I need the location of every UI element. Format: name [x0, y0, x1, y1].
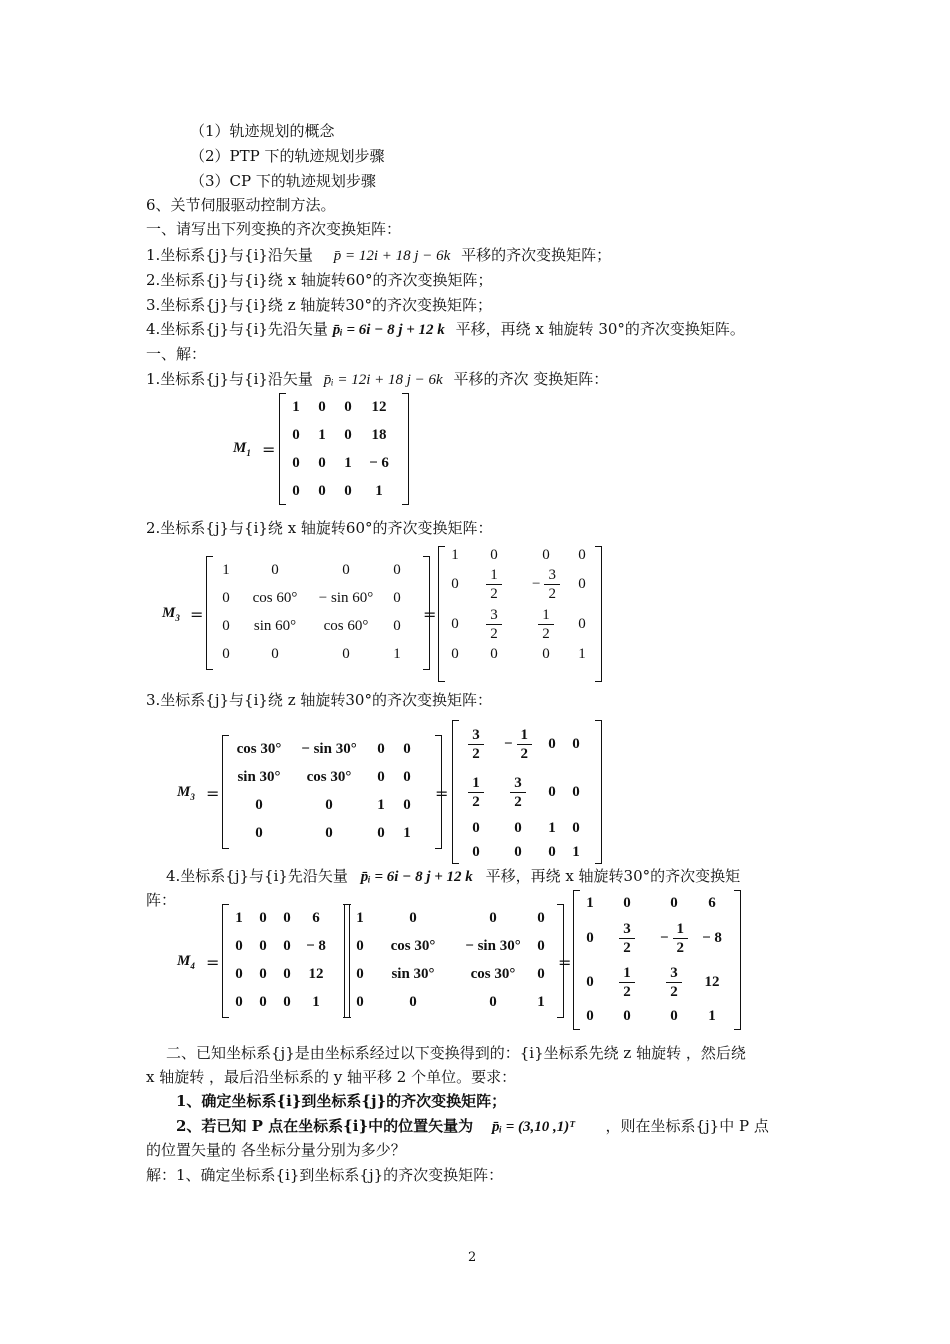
q2-r2-vector: p̄ᵢ = (3,10 ,1)ᵀ [491, 1119, 575, 1135]
m1-cell: 0 [292, 454, 300, 471]
a1-s1-tail: 平移的齐次 变换矩阵： [453, 370, 609, 388]
m3r-frac-cos30 [468, 726, 484, 763]
matrix-m3-result [452, 720, 602, 864]
m4a-cell: 0 [283, 909, 291, 926]
m4a-cell: 1 [235, 909, 243, 926]
m2r-cell: 0 [542, 645, 550, 662]
q1-s1-tail: 平移的齐次变换矩阵； [461, 246, 612, 264]
fraction-denominator: 2 [542, 625, 550, 642]
m1-cell: 0 [292, 426, 300, 443]
m1-cell: 0 [318, 482, 326, 499]
matrix-m4-translation [222, 904, 350, 1018]
a1-statement-2: 2.坐标系{j}与{i}绕 x 轴旋转60°的齐次变换矩阵： [146, 519, 493, 537]
m2r-cell: 0 [578, 615, 586, 632]
m3-cell: − sin 30° [301, 740, 357, 757]
m4a-cell: 0 [283, 965, 291, 982]
fraction-numerator: 3 [544, 566, 560, 585]
fraction-denominator: 2 [490, 585, 498, 602]
m3-cell: 0 [255, 796, 263, 813]
m4-equals: = [206, 953, 220, 972]
q2-paragraph-1b: x 轴旋转 ，最后沿坐标系的 y 轴平移 2 个单位。要求： [146, 1068, 517, 1086]
m2r-cell: 0 [490, 645, 498, 662]
m2-cell: − sin 60° [318, 589, 374, 606]
matrix-m2 [206, 556, 430, 670]
m1-cell: 0 [318, 398, 326, 415]
q1-s1-text: 1.坐标系{j}与{i}沿矢量 [146, 246, 313, 264]
m2r-cell: 0 [451, 575, 459, 592]
m1-cell: − 6 [369, 454, 389, 471]
m4r-cell: 12 [704, 973, 720, 990]
minus-sign: − [659, 929, 669, 946]
q1-s4-text: 4.坐标系{j}与{i}先沿矢量 [146, 320, 328, 338]
fraction-numerator: 1 [517, 726, 533, 745]
toc-item-2: （2）PTP 下的轨迹规划步骤 [190, 147, 385, 165]
m2-cell: 1 [393, 645, 401, 662]
fraction-numerator: 1 [538, 606, 554, 625]
fraction-denominator: 2 [490, 625, 498, 642]
m4b-cell: 0 [489, 993, 497, 1010]
m4b-cell: 0 [409, 993, 417, 1010]
q2-solution: 解：1、确定坐标系{i}到坐标系{j}的齐次变换矩阵： [146, 1166, 504, 1184]
m4r-frac-cos30 [619, 920, 635, 957]
a1-statement-4 [166, 866, 740, 887]
fraction-numerator: 1 [468, 774, 484, 793]
matrix-m4-result [573, 890, 741, 1030]
a1-heading: 一、解： [146, 345, 207, 363]
q2-paragraph-1: 二、已知坐标系{j}是由坐标系经过以下变换得到的：{i}坐标系先绕 z 轴旋转 ，然后绕 [166, 1044, 746, 1062]
m4a-cell: 0 [259, 937, 267, 954]
m4a-cell: 12 [308, 965, 324, 982]
m4b-cell: 0 [409, 909, 417, 926]
m4a-cell: 0 [259, 993, 267, 1010]
m3-label: $M_3$ [177, 784, 195, 802]
m2r-cell: 0 [451, 645, 459, 662]
m2-cell: 0 [222, 589, 230, 606]
m3r-cell: 0 [548, 843, 556, 860]
m4b-cell: 0 [537, 909, 545, 926]
m2-equals-2: = [423, 605, 437, 624]
a1-s4-vector: p̄ᵢ = 6i − 8 j + 12 k [360, 869, 473, 885]
q1-heading: 一、请写出下列变换的齐次变换矩阵： [146, 220, 402, 238]
m3-cell: 1 [403, 824, 411, 841]
fraction-denominator: 2 [514, 793, 522, 810]
toc-item-1: （1）轨迹规划的概念 [190, 122, 335, 140]
a1-s1-text: 1.坐标系{j}与{i}沿矢量 [146, 370, 313, 388]
m4r-frac-cos30b [666, 964, 682, 1001]
m2-cell: 0 [393, 561, 401, 578]
fraction-denominator: 2 [472, 745, 480, 762]
m2-cell: 0 [222, 617, 230, 634]
m4a-cell: 0 [235, 965, 243, 982]
m1-cell: 1 [292, 398, 300, 415]
m4a-cell: 1 [312, 993, 320, 1010]
fraction-numerator: 1 [486, 566, 502, 585]
m1-label: $M_1$ [233, 440, 251, 458]
m3-cell: 0 [403, 740, 411, 757]
m2-cell: sin 60° [253, 617, 297, 634]
m3-cell: 1 [377, 796, 385, 813]
m4r-cell: 0 [623, 894, 631, 911]
q1-s1-vector: p̄ = 12i + 18 j − 6k [333, 248, 451, 264]
m2r-cell: 0 [578, 575, 586, 592]
a1-statement-4-cont: 阵： [146, 891, 177, 909]
q1-statement-2: 2.坐标系{j}与{i}绕 x 轴旋转60°的齐次变换矩阵； [146, 271, 493, 289]
fraction-denominator: 2 [548, 585, 556, 602]
m1-equals: = [262, 440, 276, 459]
m3-cell: 0 [377, 740, 385, 757]
m1-cell: 12 [371, 398, 387, 415]
fraction-denominator: 2 [623, 939, 631, 956]
q2-requirement-1: 1、确定坐标系{i}到坐标系{j}的齐次变换矩阵； [176, 1092, 507, 1110]
m3-cell: 0 [325, 796, 333, 813]
q1-statement-3: 3.坐标系{j}与{i}绕 z 轴旋转30°的齐次变换矩阵； [146, 296, 492, 314]
fraction-denominator: 2 [472, 793, 480, 810]
m4r-cell: 1 [586, 894, 594, 911]
fraction-denominator: 2 [623, 983, 631, 1000]
m1-cell: 1 [375, 482, 383, 499]
fraction-numerator: 3 [510, 774, 526, 793]
m4a-cell: 0 [259, 909, 267, 926]
m4r-cell: 0 [586, 1007, 594, 1024]
m3r-frac-cos30b [510, 774, 526, 811]
q2-r2-text: 2、若已知 P 点在坐标系{i}中的位置矢量为 [176, 1117, 474, 1135]
m1-cell: 0 [318, 454, 326, 471]
m2-label: $M_3$ [162, 605, 180, 623]
m2-cell: 0 [393, 589, 401, 606]
m1-cell: 1 [318, 426, 326, 443]
q1-s4-tail: 平移，再绕 x 轴旋转 30°的齐次变换矩阵。 [455, 320, 745, 338]
a1-s4-tail: 平移，再绕 x 轴旋转30°的齐次变换矩 [485, 867, 741, 885]
m3-cell: 0 [255, 824, 263, 841]
m2r-cell: 0 [451, 615, 459, 632]
fraction-numerator: 3 [666, 964, 682, 983]
m3r-cell: 0 [572, 735, 580, 752]
m2r-cell: 1 [451, 546, 459, 563]
fraction-numerator: 1 [673, 920, 689, 939]
m3-equals-2: = [435, 784, 449, 803]
m3r-cell: 0 [572, 819, 580, 836]
a1-statement-3: 3.坐标系{j}与{i}绕 z 轴旋转30°的齐次变换矩阵： [146, 691, 492, 709]
fraction-numerator: 3 [468, 726, 484, 745]
m4r-cell: 1 [708, 1007, 716, 1024]
matrix-m1 [279, 393, 409, 505]
m4b-cell: 1 [537, 993, 545, 1010]
m2-cell: 1 [222, 561, 230, 578]
m3-cell: cos 30° [306, 768, 352, 785]
m2r-frac-cos60b [538, 606, 554, 643]
m1-cell: 18 [371, 426, 387, 443]
m3-cell: 0 [403, 796, 411, 813]
m2r-frac-cos60 [486, 566, 502, 603]
matrix-m4-rotation [344, 904, 564, 1018]
m3r-frac-sin30 [468, 774, 484, 811]
page-number: 2 [468, 1250, 477, 1265]
m3r-cell: 0 [572, 783, 580, 800]
fraction-denominator: 2 [520, 745, 529, 762]
m3r-cell: 0 [472, 843, 480, 860]
m1-cell: 1 [344, 454, 352, 471]
m4r-cell: 0 [586, 929, 594, 946]
minus-sign: − [503, 735, 513, 752]
matrix-m2-result [438, 546, 602, 682]
m3r-frac-neg-sin30 [504, 726, 532, 763]
a1-statement-1 [146, 369, 608, 390]
m4a-cell: − 8 [306, 937, 326, 954]
m4b-cell: cos 30° [390, 937, 436, 954]
m2r-cell: 1 [578, 645, 586, 662]
a1-s4-text: 4.坐标系{j}与{i}先沿矢量 [166, 867, 348, 885]
m3r-cell: 0 [548, 735, 556, 752]
m2-cell: 0 [342, 561, 350, 578]
m4b-cell: 0 [356, 937, 364, 954]
toc-item-3: （3）CP 下的轨迹规划步骤 [190, 172, 376, 190]
m3-cell: 0 [403, 768, 411, 785]
m3r-cell: 0 [472, 819, 480, 836]
m4r-cell: − 8 [702, 929, 722, 946]
m4b-cell: 0 [489, 909, 497, 926]
m4b-cell: − sin 30° [465, 937, 521, 954]
m2r-cell: 0 [578, 546, 586, 563]
m4-equals-2: = [558, 953, 572, 972]
m1-cell: 0 [344, 426, 352, 443]
m3-cell: 0 [377, 768, 385, 785]
m4a-cell: 6 [312, 909, 320, 926]
m3r-cell: 0 [514, 819, 522, 836]
q1-statement-1 [146, 245, 611, 266]
m2-cell: 0 [271, 561, 279, 578]
m3-equals: = [206, 784, 220, 803]
m4r-frac-neg-sin30 [660, 920, 688, 957]
m2r-cell: 0 [542, 546, 550, 563]
fraction-denominator: 2 [676, 939, 685, 956]
m2-cell: 0 [222, 645, 230, 662]
m3r-cell: 0 [514, 843, 522, 860]
m2-equals: = [190, 605, 204, 624]
m4b-cell: cos 30° [470, 965, 516, 982]
m4r-cell: 0 [623, 1007, 631, 1024]
m4a-cell: 0 [235, 937, 243, 954]
m3-cell: 0 [325, 824, 333, 841]
m2-cell: 0 [393, 617, 401, 634]
q1-s4-vector: p̄ᵢ = 6i − 8 j + 12 k [332, 322, 445, 338]
m3r-cell: 1 [572, 843, 580, 860]
m2r-frac-neg-sin60 [532, 566, 560, 603]
m2-cell: cos 60° [323, 617, 369, 634]
m4r-cell: 0 [670, 894, 678, 911]
m4b-cell: 0 [356, 965, 364, 982]
m2-cell: cos 60° [252, 589, 298, 606]
m3-cell: cos 30° [236, 740, 282, 757]
fraction-numerator: 3 [486, 606, 502, 625]
m2r-cell: 0 [490, 546, 498, 563]
q2-requirement-2 [176, 1116, 769, 1137]
m3r-cell: 1 [548, 819, 556, 836]
a1-s1-vector: p̄ᵢ = 12i + 18 j − 6k [323, 372, 443, 388]
m3r-cell: 0 [548, 783, 556, 800]
m3-cell: 0 [377, 824, 385, 841]
toc-item-6: 6、关节伺服驱动控制方法。 [146, 196, 336, 214]
m1-cell: 0 [344, 482, 352, 499]
m4r-cell: 0 [670, 1007, 678, 1024]
matrix-m3 [222, 735, 442, 849]
m1-cell: 0 [292, 482, 300, 499]
m2-cell: 0 [271, 645, 279, 662]
m4a-cell: 0 [259, 965, 267, 982]
m4a-cell: 0 [283, 993, 291, 1010]
m4b-cell: 1 [356, 909, 364, 926]
m4b-cell: 0 [356, 993, 364, 1010]
m4r-cell: 0 [586, 973, 594, 990]
fraction-denominator: 2 [670, 983, 678, 1000]
fraction-numerator: 3 [619, 920, 635, 939]
q2-r2-tail: ，则在坐标系{j}中 P 点 [605, 1117, 769, 1135]
m4a-cell: 0 [283, 937, 291, 954]
m4b-cell: sin 30° [391, 965, 435, 982]
m2-cell: 0 [342, 645, 350, 662]
m3-cell: sin 30° [237, 768, 281, 785]
m1-cell: 0 [344, 398, 352, 415]
m4-label: $M_4$ [177, 953, 195, 971]
m4r-cell: 6 [708, 894, 716, 911]
fraction-numerator: 1 [619, 964, 635, 983]
m4b-cell: 0 [537, 965, 545, 982]
m4a-cell: 0 [235, 993, 243, 1010]
m2r-frac-sin60 [486, 606, 502, 643]
m4r-frac-sin30 [619, 964, 635, 1001]
minus-sign: − [532, 575, 541, 592]
q1-statement-4 [146, 319, 745, 340]
q2-requirement-2b: 的位置矢量的 各坐标分量分别为多少？ [146, 1141, 406, 1159]
m4b-cell: 0 [537, 937, 545, 954]
